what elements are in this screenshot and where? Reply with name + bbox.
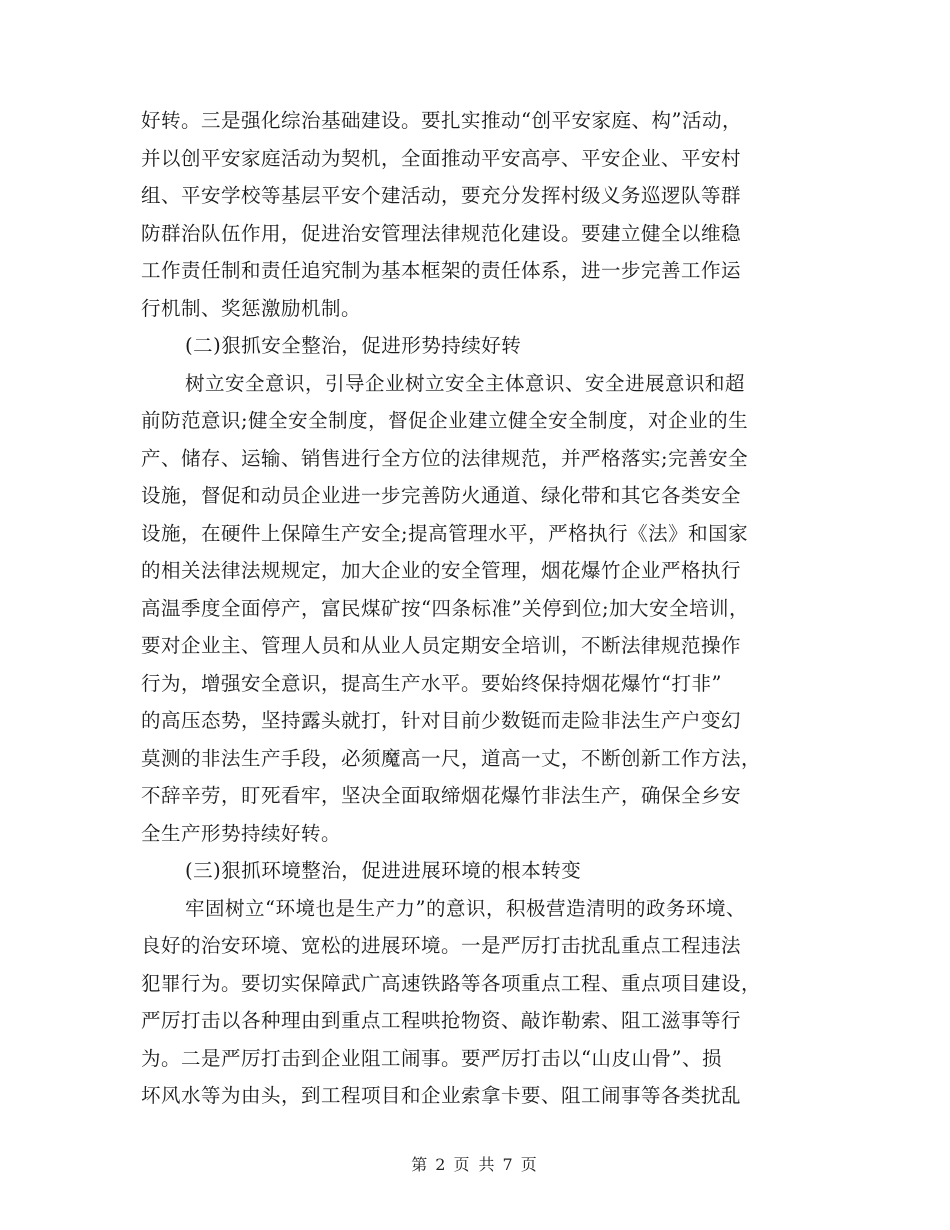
text-line: (二)狠抓安全整治，促进形势持续好转: [185, 334, 522, 357]
text-line: 好转。三是强化综治基础建设。要扎实推动“创平安家庭、构”活动，: [141, 109, 742, 132]
footer-total-pages: 7: [502, 1155, 515, 1174]
text-line: 设施，督促和动员企业进一步完善防火通道、绿化带和其它各类安全: [141, 484, 742, 507]
text-line: 行机制、奖惩激励机制。: [141, 296, 362, 320]
page-footer: [0, 1152, 950, 1175]
text-line: 不辞辛劳，盯死看牢，坚决全面取缔烟花爆竹非法生产，确保全乡安: [141, 784, 742, 807]
text-line: 全生产形势持续好转。: [141, 821, 342, 845]
text-line: 牢固树立“环境也是生产力”的意识，积极营造清明的政务环境、: [185, 896, 746, 920]
text-line: 组、平安学校等基层平安个建活动，要充分发挥村级义务巡逻队等群: [141, 184, 742, 207]
text-line: 要对企业主、管理人员和从业人员定期安全培训，不断法律规范操作: [141, 634, 742, 657]
footer-middle: 页 共: [453, 1155, 497, 1174]
footer-current-page: 2: [435, 1155, 448, 1174]
text-line: 的高压态势，坚持露头就打，针对目前少数铤而走险非法生产户变幻: [141, 709, 742, 732]
text-line: 高温季度全面停产，富民煤矿按“四条标准”关停到位;加大安全培训，: [141, 596, 750, 620]
footer-prefix: 第: [411, 1155, 430, 1174]
text-line: 严厉打击以各种理由到重点工程哄抢物资、敲诈勒索、阻工滋事等行: [141, 1009, 742, 1032]
text-line: 行为，增强安全意识，提高生产水平。要始终保持烟花爆竹“打非”: [141, 671, 722, 695]
text-line: 前防范意识;健全安全制度，督促企业建立健全安全制度，对企业的生: [141, 409, 749, 432]
text-line: (三)狠抓环境整治，促进进展环境的根本转变: [185, 859, 582, 882]
text-line: 的相关法律法规规定，加大企业的安全管理，烟花爆竹企业严格执行: [141, 559, 742, 582]
document-body: [141, 102, 811, 1115]
text-line: 犯罪行为。要切实保障武广高速铁路等各项重点工程、重点项目建设，: [141, 971, 762, 995]
text-line: 工作责任制和责任追究制为基本框架的责任体系，进一步完善工作运: [141, 259, 742, 282]
text-line: 莫测的非法生产手段，必须魔高一尺，道高一丈，不断创新工作方法，: [141, 746, 762, 770]
text-line: 树立安全意识，引导企业树立安全主体意识、安全进展意识和超: [185, 371, 746, 395]
text-line: 良好的治安环境、宽松的进展环境。一是严厉打击扰乱重点工程违法: [141, 934, 742, 957]
text-line: 并以创平安家庭活动为契机，全面推动平安高亭、平安企业、平安村: [141, 146, 742, 170]
text-line: 为。二是严厉打击到企业阻工闹事。要严厉打击以“山皮山骨”、损: [141, 1046, 722, 1070]
text-line: 设施，在硬件上保障生产安全;提高管理水平，严格执行《法》和国家: [141, 521, 749, 545]
footer-suffix: 页: [520, 1155, 539, 1174]
text-line: 防群治队伍作用，促进治安管理法律规范化建设。要建立健全以维稳: [141, 221, 742, 245]
text-line: 产、储存、运输、销售进行全方位的法律规范，并严格落实;完善安全: [141, 446, 749, 470]
text-line: 坏风水等为由头，到工程项目和企业索拿卡要、阻工闹事等各类扰乱: [141, 1084, 742, 1107]
